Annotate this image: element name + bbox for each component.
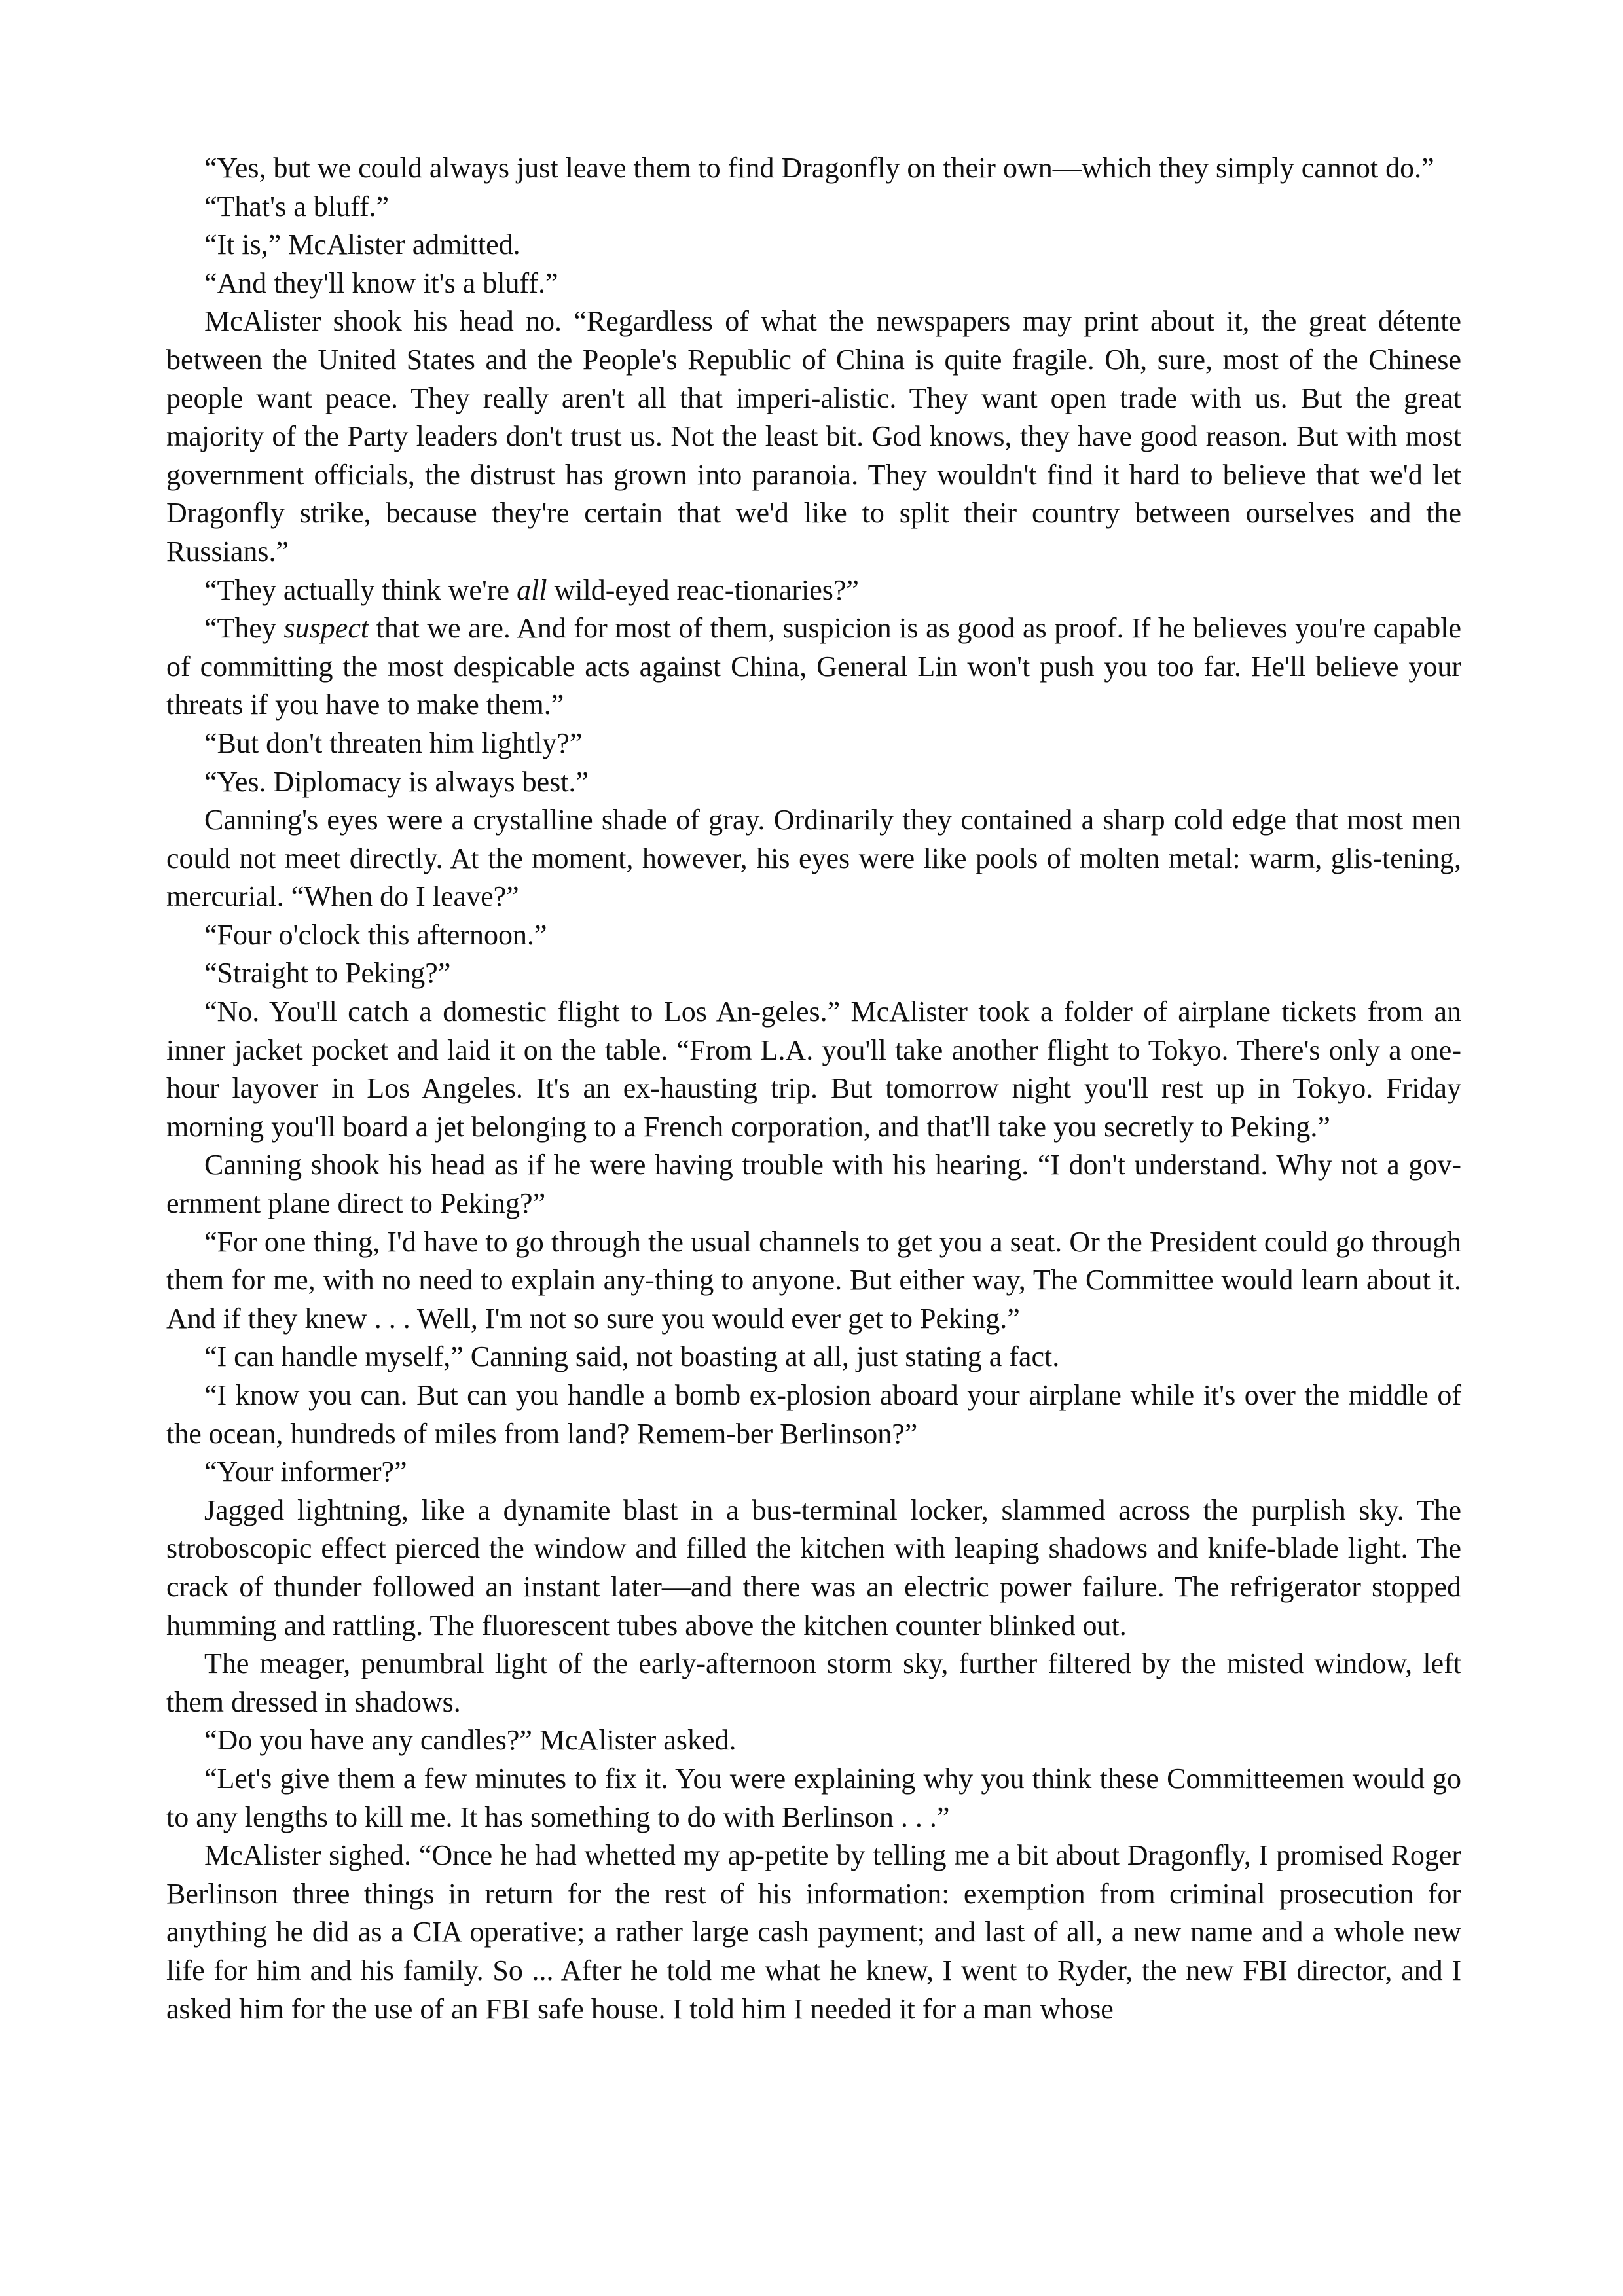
paragraph: “But don't threaten him lightly?”: [204, 726, 583, 759]
text-run: that we are. And for most of them, suspicion is as good as proof. If he believes you're capable of committing the most despicable acts against China, General Lin won't push you too far. He'll believe your threats if you have to make them.”: [166, 612, 1461, 721]
paragraph: “No. You'll catch a domestic flight to Los An-geles.” McAlister took a folder of airplane tickets from an inner jacket pocket and laid it on the table. “From L.A. you'll take another flight to Tokyo. There's only a one-hour layover in Los Angeles. It's an ex-hausting trip. But tomorrow night you'll rest up in Tokyo. Friday morning you'll board a jet belonging to a French corporation, and that'll take you secretly to Peking.”: [166, 996, 1461, 1143]
paragraph: Canning's eyes were a crystalline shade of gray. Ordinarily they contained a sharp cold edge that most men could not meet directly. At the moment, however, his eyes were like pools of molten metal: warm, glis-tening, mercurial. “When do I leave?”: [166, 804, 1461, 913]
paragraph: “Straight to Peking?”: [204, 957, 451, 990]
paragraph: “I can handle myself,” Canning said, not boasting at all, just stating a fact.: [204, 1340, 1060, 1373]
paragraph: “Yes, but we could always just leave them to find Dragonfly on their own—which they simply cannot do.”: [204, 152, 1434, 184]
paragraph: “For one thing, I'd have to go through the usual channels to get you a seat. Or the President could go through them for me, with no need to explain any-thing to anyone. But either way, The Committee would learn about it. And if they knew . . . Well, I'm not so sure you would ever get to Peking.”: [166, 1225, 1461, 1335]
paragraph: “Yes. Diplomacy is always best.”: [204, 765, 589, 798]
paragraph: McAlister sighed. “Once he had whetted my ap-petite by telling me a bit about Dragonfly, I promised Roger Berlinson three things in return for the rest of his information: exemption from criminal prosecution for anything he did as a CIA operative; a rather large cash payment; and last of all, a new name and a whole new life for him and his family. So ... After he told me what he knew, I went to Ryder, the new FBI director, and I asked him for the use of an FBI safe house. I told him I needed it for a man whose: [166, 1839, 1461, 2025]
paragraph: “That's a bluff.”: [204, 190, 390, 223]
paragraph: The meager, penumbral light of the early-afternoon storm sky, further filtered by the misted window, left them dressed in shadows.: [166, 1647, 1461, 1718]
paragraph: “Your informer?”: [204, 1456, 407, 1488]
paragraph: “Let's give them a few minutes to fix it. You were explaining why you think these Committeemen would go to any lengths to kill me. It has something to do with Berlinson . . .”: [166, 1762, 1461, 1833]
paragraph: “I know you can. But can you handle a bomb ex-plosion aboard your airplane while it's over the middle of the ocean, hundreds of miles from land? Remem-ber Berlinson?”: [166, 1379, 1461, 1450]
paragraph: [166, 571, 1461, 610]
document-page: [166, 149, 1461, 2028]
emphasis: all: [517, 573, 547, 606]
paragraph: McAlister shook his head no. “Regardless of what the newspapers may print about it, the great détente between the United States and the People's Republic of China is quite fragile. Oh, sure, most of the Chinese people want peace. They really aren't all that imperi-alistic. They want open trade with us. But the great majority of the Party leaders don't trust us. Not the least bit. God knows, they have good reason. But with most government officials, the distrust has grown into paranoia. They wouldn't find it hard to believe that we'd let Dragonfly strike, because they're certain that we'd like to split their country between ourselves and the Russians.”: [166, 305, 1461, 567]
paragraph: [166, 609, 1461, 725]
paragraph: “And they'll know it's a bluff.”: [204, 266, 558, 299]
paragraph: Canning shook his head as if he were having trouble with his hearing. “I don't understand. Why not a gov-ernment plane direct to Peking?”: [166, 1149, 1461, 1220]
paragraph: “Do you have any candles?” McAlister asked.: [204, 1724, 737, 1757]
paragraph: “It is,” McAlister admitted.: [204, 228, 520, 261]
text-run: “They actually think we're: [204, 573, 517, 606]
paragraph: Jagged lightning, like a dynamite blast in a bus-terminal locker, slammed across the purplish sky. The stroboscopic effect pierced the window and filled the kitchen with leaping shadows and knife-blade light. The crack of thunder followed an instant later—and there was an electric power failure. The refrigerator stopped humming and rattling. The fluorescent tubes above the kitchen counter blinked out.: [166, 1494, 1461, 1641]
paragraph: “Four o'clock this afternoon.”: [204, 918, 547, 951]
emphasis: suspect: [283, 612, 369, 645]
text-run: “They: [204, 612, 284, 645]
text-run: wild-eyed reac-tionaries?”: [547, 573, 859, 606]
